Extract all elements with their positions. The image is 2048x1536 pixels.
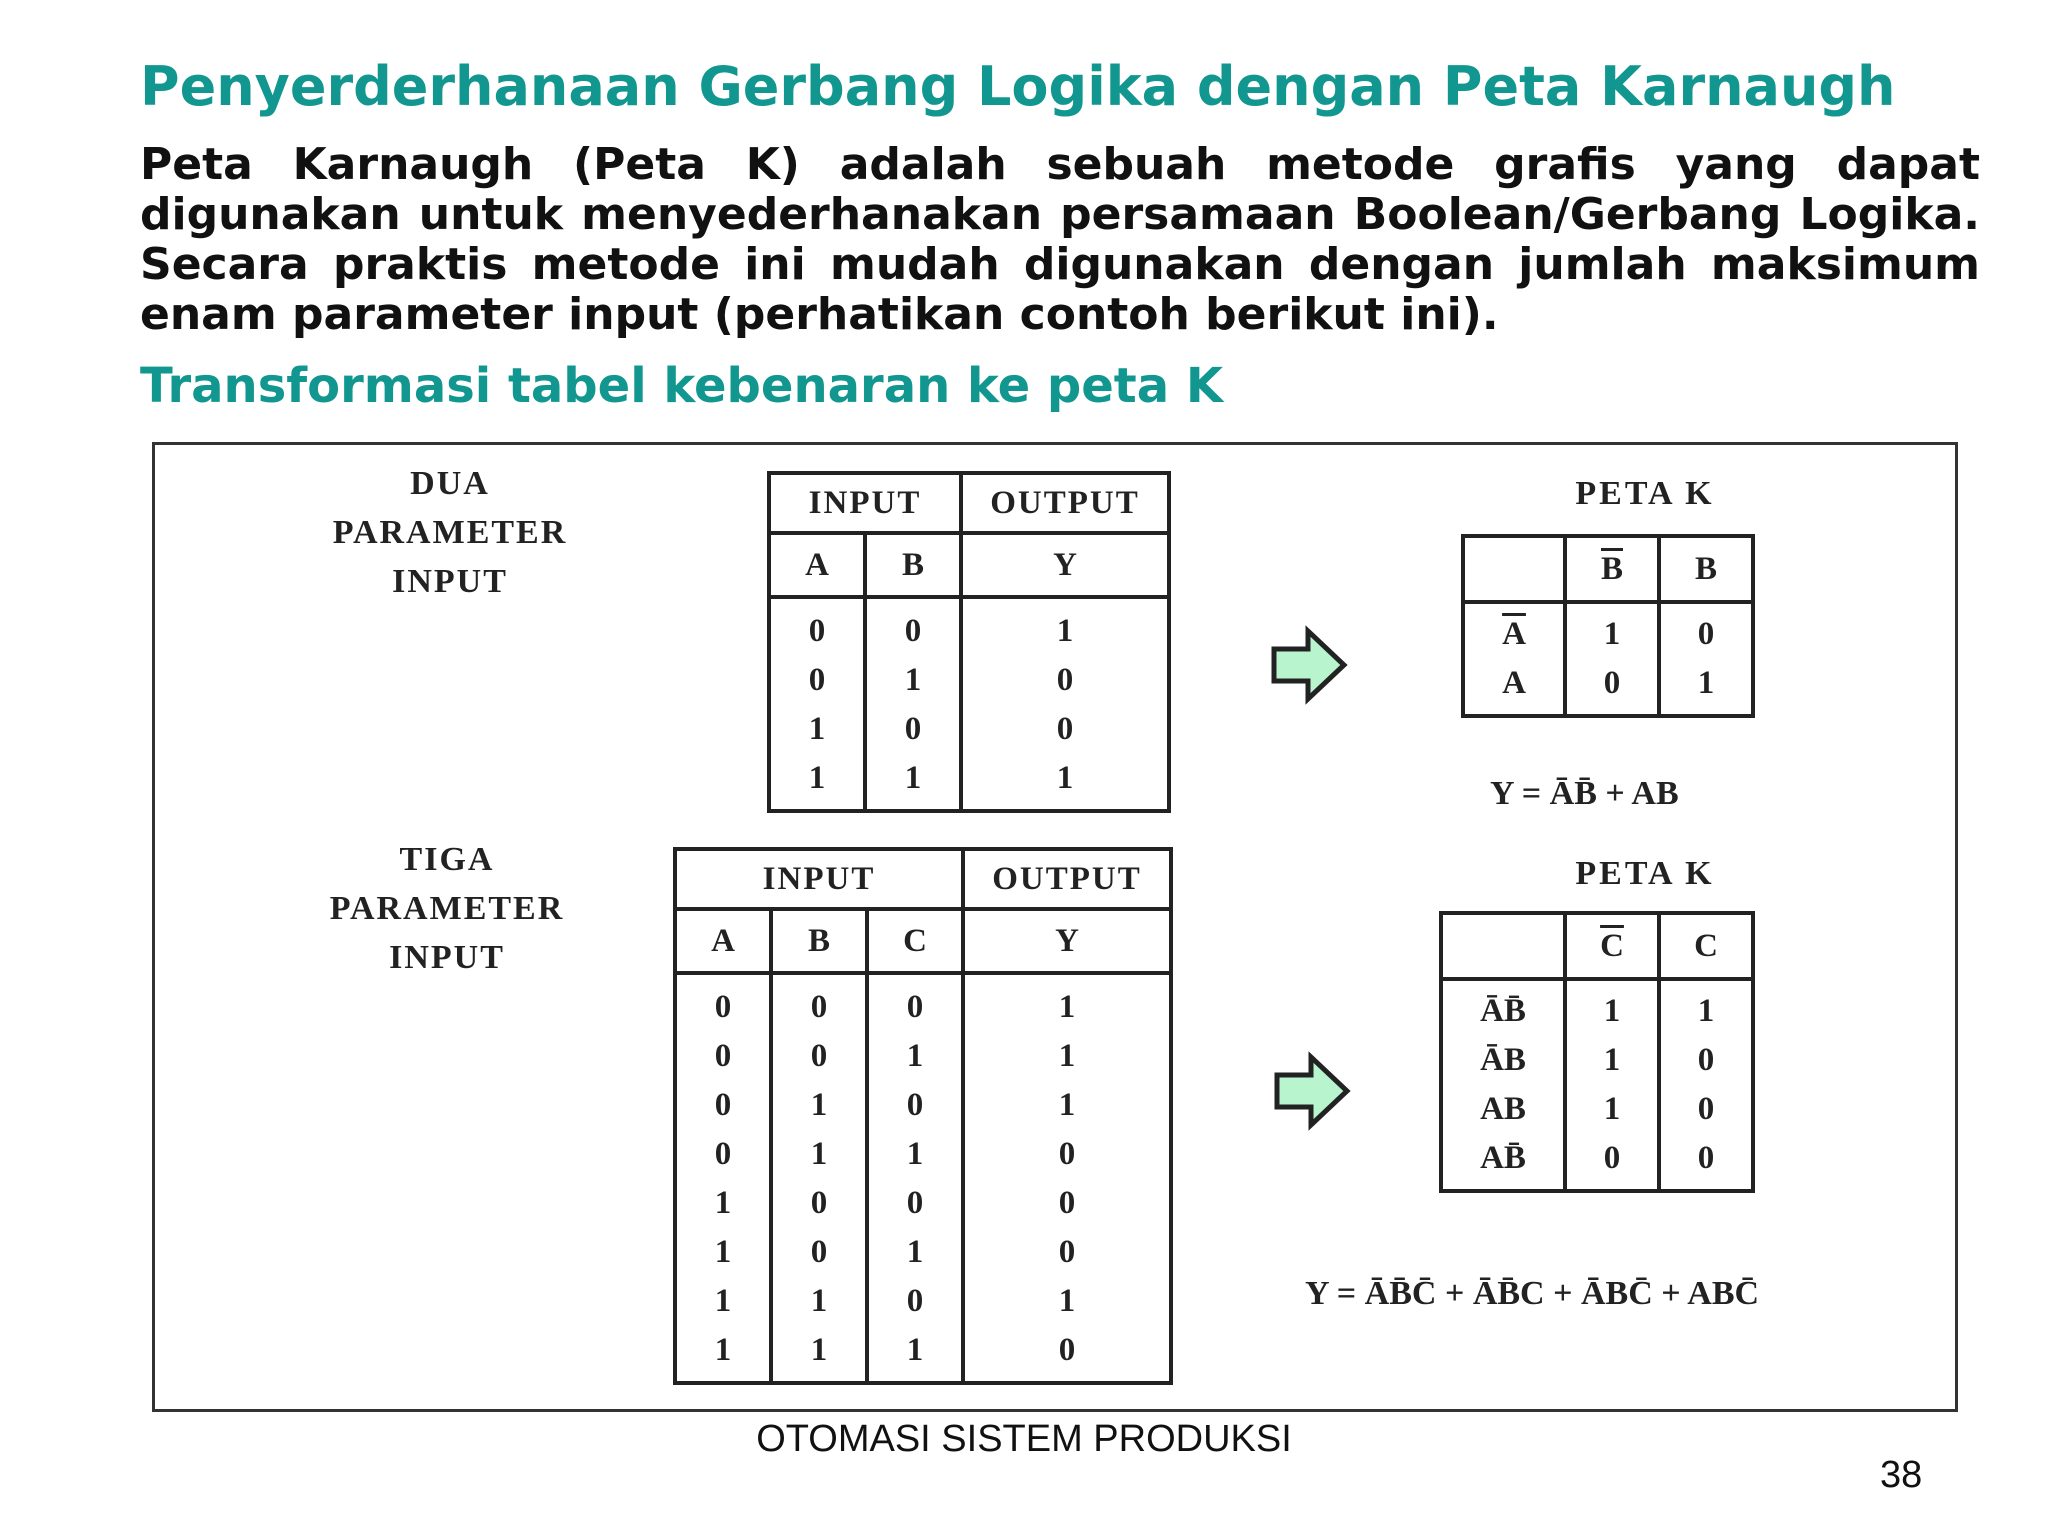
kmap-row-header xyxy=(1463,602,1565,659)
table-cell: 0 xyxy=(771,1032,867,1081)
input-header: INPUT xyxy=(675,849,963,909)
two-param-truth-table xyxy=(767,471,1171,813)
table-row xyxy=(675,1179,1171,1228)
kmap-row xyxy=(1463,602,1753,659)
three-param-truth-table xyxy=(673,847,1173,1385)
two-param-label-line: DUA xyxy=(410,465,490,502)
kmap-col-header xyxy=(1659,536,1753,602)
kmap-corner xyxy=(1441,913,1565,979)
two-param-label xyxy=(285,459,615,606)
footer-course-name: OTOMASI SISTEM PRODUKSI xyxy=(756,1418,1292,1460)
kmap-cell: 1 xyxy=(1659,979,1753,1036)
page-number: 38 xyxy=(1880,1454,1923,1496)
table-cell: 0 xyxy=(867,1081,963,1130)
table-row xyxy=(769,705,1169,754)
table-cell: 0 xyxy=(675,973,771,1032)
kmap-row-header-text: A xyxy=(1502,665,1526,701)
three-param-equation: Y = ĀB̄C̄ + ĀB̄C + ĀBC̄ + ABC̄ xyxy=(1305,1275,1760,1312)
kmap-row xyxy=(1441,1085,1753,1134)
table-cell: 1 xyxy=(867,1326,963,1383)
table-cell: 0 xyxy=(865,597,961,656)
table-cell: 1 xyxy=(963,1277,1171,1326)
kmap-row-header: AB̄ xyxy=(1441,1134,1565,1191)
column-header: A xyxy=(675,909,771,973)
table-row xyxy=(675,1081,1171,1130)
table-cell: 0 xyxy=(963,1326,1171,1383)
output-header: OUTPUT xyxy=(963,849,1171,909)
three-param-label-line: INPUT xyxy=(389,939,505,976)
section-subtitle: Transformasi tabel kebenaran ke peta K xyxy=(140,358,1224,414)
three-param-label xyxy=(282,835,612,982)
column-header: B xyxy=(771,909,867,973)
table-cell: 0 xyxy=(961,656,1169,705)
intro-paragraph: Peta Karnaugh (Peta K) adalah sebuah metode grafis yang dapat digunakan untuk menyederhanakan persamaan Boolean/Gerbang Logika. Secara praktis metode ini mudah digunakan dengan jumlah maksimum enam parameter input (perhatikan contoh berikut ini). xyxy=(140,139,1980,340)
kmap-corner xyxy=(1463,536,1565,602)
table-cell: 1 xyxy=(963,1032,1171,1081)
kmap-cell: 0 xyxy=(1659,1134,1753,1191)
table-cell: 0 xyxy=(771,973,867,1032)
slide-title: Penyerderhanaan Gerbang Logika dengan Peta Karnaugh xyxy=(140,55,1896,118)
kmap-row-header: AB xyxy=(1441,1085,1565,1134)
kmap-row xyxy=(1463,659,1753,716)
kmap-cell: 1 xyxy=(1659,659,1753,716)
table-cell: 0 xyxy=(675,1081,771,1130)
table-row xyxy=(769,656,1169,705)
table-cell: 0 xyxy=(865,705,961,754)
table-cell: 0 xyxy=(963,1130,1171,1179)
arrow-shape xyxy=(1274,631,1344,699)
kmap-row xyxy=(1441,1134,1753,1191)
kmap-cell: 0 xyxy=(1659,1085,1753,1134)
table-cell: 0 xyxy=(963,1228,1171,1277)
table-cell: 1 xyxy=(675,1277,771,1326)
table-cell: 0 xyxy=(675,1130,771,1179)
table-cell: 0 xyxy=(867,1179,963,1228)
table-cell: 1 xyxy=(769,705,865,754)
table-row xyxy=(675,1326,1171,1383)
kmap-row xyxy=(1441,979,1753,1036)
table-cell: 1 xyxy=(961,754,1169,811)
kmap-row-header: ĀB xyxy=(1441,1036,1565,1085)
table-cell: 0 xyxy=(769,656,865,705)
table-cell: 0 xyxy=(771,1179,867,1228)
table-cell: 0 xyxy=(769,597,865,656)
column-header: Y xyxy=(963,909,1171,973)
three-param-kmap xyxy=(1439,911,1755,1193)
table-cell: 1 xyxy=(963,973,1171,1032)
table-cell: 1 xyxy=(769,754,865,811)
table-cell: 1 xyxy=(675,1179,771,1228)
kmap-col-header-text: C xyxy=(1694,927,1718,964)
two-param-equation: Y = ĀB̄ + AB xyxy=(1490,775,1679,812)
arrow-right-icon xyxy=(1270,625,1350,705)
table-row xyxy=(769,597,1169,656)
kmap-col-header xyxy=(1659,913,1753,979)
kmap-col-header-text: $\overline{B}$ xyxy=(1600,550,1623,587)
input-header: INPUT xyxy=(769,473,961,533)
table-cell: 1 xyxy=(675,1326,771,1383)
column-header: C xyxy=(867,909,963,973)
kmap-col-header-text: B xyxy=(1694,550,1717,587)
table-row xyxy=(675,1277,1171,1326)
table-cell: 1 xyxy=(771,1326,867,1383)
table-cell: 1 xyxy=(963,1081,1171,1130)
kmap-col-header-text: $\overline{C}$ xyxy=(1600,927,1624,964)
output-header: OUTPUT xyxy=(961,473,1169,533)
table-cell: 0 xyxy=(771,1228,867,1277)
kmap-cell: 1 xyxy=(1565,979,1659,1036)
kmap-col-header xyxy=(1565,536,1659,602)
kmap-cell: 0 xyxy=(1659,1036,1753,1085)
arrow-shape xyxy=(1277,1057,1347,1125)
three-param-kmap-title: PETA K xyxy=(1575,855,1715,892)
three-param-label-line: PARAMETER xyxy=(329,890,565,927)
kmap-cell: 0 xyxy=(1565,659,1659,716)
table-cell: 0 xyxy=(963,1179,1171,1228)
table-row xyxy=(675,973,1171,1032)
kmap-col-header xyxy=(1565,913,1659,979)
table-cell: 0 xyxy=(961,705,1169,754)
table-cell: 1 xyxy=(867,1228,963,1277)
column-header: A xyxy=(769,533,865,597)
kmap-cell: 1 xyxy=(1565,602,1659,659)
table-row xyxy=(675,1228,1171,1277)
kmap-cell: 1 xyxy=(1565,1036,1659,1085)
table-row xyxy=(675,1130,1171,1179)
arrow-right-icon xyxy=(1273,1051,1353,1131)
table-row xyxy=(675,1032,1171,1081)
kmap-row-header-text: $\overline{A}$ xyxy=(1502,616,1526,652)
table-cell: 1 xyxy=(675,1228,771,1277)
kmap-cell: 0 xyxy=(1659,602,1753,659)
table-row xyxy=(769,754,1169,811)
table-cell: 0 xyxy=(675,1032,771,1081)
two-param-kmap-title: PETA K xyxy=(1575,475,1715,512)
two-param-kmap xyxy=(1461,534,1755,718)
table-cell: 1 xyxy=(867,1032,963,1081)
table-cell: 1 xyxy=(961,597,1169,656)
kmap-figure xyxy=(152,442,1958,1412)
two-param-label-line: INPUT xyxy=(392,563,508,600)
kmap-cell: 1 xyxy=(1565,1085,1659,1134)
table-cell: 0 xyxy=(867,973,963,1032)
three-param-label-line: TIGA xyxy=(399,841,495,878)
kmap-cell: 0 xyxy=(1565,1134,1659,1191)
kmap-row-header: ĀB̄ xyxy=(1441,979,1565,1036)
table-cell: 1 xyxy=(771,1081,867,1130)
table-cell: 1 xyxy=(865,754,961,811)
table-cell: 1 xyxy=(771,1277,867,1326)
column-header: B xyxy=(865,533,961,597)
table-cell: 1 xyxy=(865,656,961,705)
column-header: Y xyxy=(961,533,1169,597)
kmap-row-header xyxy=(1463,659,1565,716)
table-cell: 1 xyxy=(771,1130,867,1179)
table-cell: 0 xyxy=(867,1277,963,1326)
two-param-label-line: PARAMETER xyxy=(332,514,568,551)
kmap-row xyxy=(1441,1036,1753,1085)
table-cell: 1 xyxy=(867,1130,963,1179)
